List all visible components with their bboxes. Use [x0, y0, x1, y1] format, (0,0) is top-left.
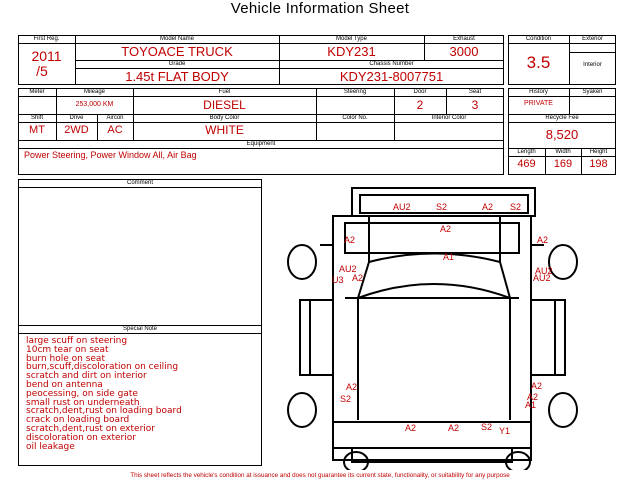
width-label: Width — [555, 149, 571, 155]
model-name-value: TOYOACE TRUCK — [121, 44, 233, 59]
door-value: 2 — [416, 98, 424, 112]
aircon-value: AC — [107, 124, 123, 136]
note-item: large scuff on steering — [26, 336, 128, 346]
mark-right-au2-b: AU2 — [533, 273, 551, 283]
note-item: oil leakage — [26, 441, 75, 452]
vehicle-damage-diagram — [270, 180, 630, 470]
condition-score: 3.5 — [526, 53, 551, 72]
interior-label: Interior — [583, 62, 602, 68]
note-item: bend on antenna — [26, 379, 103, 390]
mark-rear-au2-left: AU2 — [393, 202, 411, 212]
note-item: discoloration on exterior — [26, 432, 136, 443]
mark-front-s2: S2 — [481, 422, 493, 432]
exhaust-value: 3000 — [449, 44, 479, 59]
comment-label: Comment — [126, 180, 153, 186]
mark-bed-a1: A1 — [443, 252, 455, 262]
model-name-label: Model Name — [159, 36, 194, 42]
mark-front-a2-1: A2 — [405, 423, 417, 433]
mark-right-a2-top: A2 — [537, 235, 549, 245]
body-color-value: WHITE — [205, 123, 244, 137]
color-no-label: Color No. — [342, 115, 368, 121]
first-reg-year: 2011 — [31, 48, 62, 64]
aircon-label: Aircon — [106, 115, 124, 121]
mark-left-au2: AU2 — [339, 264, 357, 274]
height-value: 198 — [589, 158, 608, 170]
exterior-label: Exterior — [582, 36, 603, 42]
model-type-value: KDY231 — [327, 44, 376, 59]
chassis-number-label: Chassis Number — [369, 61, 414, 67]
equipment-value: Power Steering, Power Window All, Air Bag — [24, 150, 197, 160]
special-notes-list — [26, 337, 182, 451]
page-title: Vehicle Information Sheet — [230, 0, 410, 17]
first-reg-month: /5 — [36, 63, 48, 79]
mark-left-s2-low: S2 — [340, 394, 352, 404]
mark-left-a2-cab: A2 — [352, 273, 364, 283]
mark-right-au2-a: AU2 — [535, 266, 553, 276]
length-label: Length — [517, 149, 536, 155]
drive-label: Drive — [69, 115, 84, 121]
history-label: History — [529, 89, 548, 95]
model-type-label: Model Type — [336, 36, 367, 42]
seat-value: 3 — [471, 98, 479, 112]
interior-color-label: Interior Color — [431, 115, 467, 121]
chassis-number-value: KDY231-8007751 — [339, 69, 444, 84]
door-label: Door — [413, 89, 427, 95]
mark-right-a2-low-b: A2 — [527, 392, 539, 402]
meter-label: Meter — [29, 89, 45, 95]
special-note-label: Special Note — [122, 326, 158, 332]
mileage-label: Mileage — [83, 89, 105, 95]
width-value: 169 — [553, 158, 573, 170]
note-item: peocessing, on side gate — [26, 388, 138, 399]
mark-left-u3: U3 — [332, 275, 344, 285]
recycle-fee-label: Recycle Fee — [545, 115, 579, 121]
steering-label: Steering — [343, 89, 367, 95]
mark-front-y1: Y1 — [499, 426, 511, 436]
grade-value: 1.45t FLAT BODY — [125, 69, 229, 84]
note-item: small rust on underneath — [26, 397, 140, 408]
drive-value: 2WD — [64, 124, 89, 136]
mark-rear-s2-left: S2 — [436, 202, 448, 212]
note-item: 10cm tear on seat — [26, 344, 109, 355]
note-item: burn,scuff,discoloration on ceiling — [26, 362, 179, 373]
shift-label: Shift — [30, 115, 43, 121]
mark-left-a2-top: A2 — [344, 235, 356, 245]
mark-right-a1-low: A1 — [525, 400, 537, 410]
condition-label: Condition — [525, 36, 552, 42]
note-item: scratch,dent,rust on exterior — [26, 423, 155, 434]
syaken-label: Syaken — [582, 89, 603, 95]
note-item: scratch and dirt on interior — [26, 371, 147, 382]
equipment-label: Equipment — [246, 141, 276, 147]
disclaimer-footer: This sheet reflects the vehicle's condition at issuance and does not guarantee its current state, functionality, or suitability for any purpose — [130, 472, 510, 479]
mark-right-a2-low-a: A2 — [531, 381, 543, 391]
fuel-label: Fuel — [218, 89, 231, 95]
mark-rear-s2-right: S2 — [510, 202, 522, 212]
fuel-value: DIESEL — [203, 98, 246, 112]
note-item: crack on loading board — [26, 415, 130, 426]
height-label: Height — [589, 149, 608, 155]
length-value: 469 — [517, 158, 536, 170]
mark-left-a2-low: A2 — [346, 382, 358, 392]
recycle-fee-value: 8,520 — [545, 127, 579, 142]
note-item: scratch,dent,rust on loading board — [26, 406, 182, 417]
shift-value: MT — [29, 124, 45, 136]
note-item: burn hole on seat — [26, 353, 105, 364]
body-color-label: Body Color — [209, 115, 240, 121]
mark-rear-a2-right: A2 — [482, 202, 494, 212]
history-value: PRIVATE — [524, 100, 553, 107]
first-reg-label: First Reg. — [33, 36, 60, 42]
exhaust-label: Exhaust — [453, 36, 475, 42]
mark-bed-a2: A2 — [440, 224, 452, 234]
seat-label: Seat — [468, 89, 482, 95]
grade-label: Grade — [168, 61, 186, 67]
mileage-value: 253,000 KM — [75, 101, 114, 108]
mark-front-a2-2: A2 — [448, 423, 460, 433]
